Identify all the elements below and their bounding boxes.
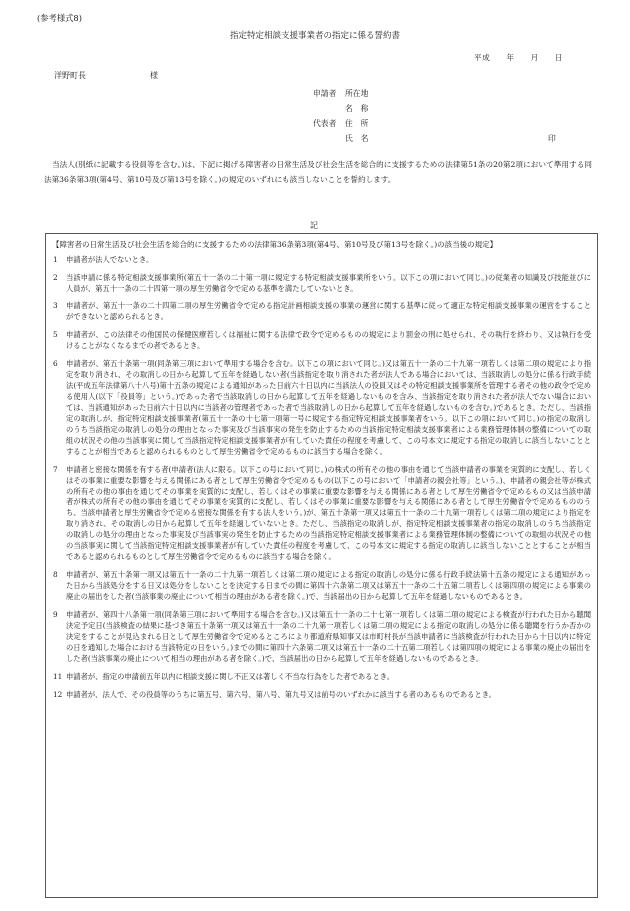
item-number: 7 — [53, 464, 58, 474]
item-number: 12 — [53, 689, 63, 699]
item-number: 3 — [53, 301, 58, 311]
item-number: 11 — [53, 671, 63, 681]
item-number: 2 — [53, 272, 58, 282]
list-item — [52, 465, 591, 563]
item-text: 申請者が、法人で、その役員等のうちに第五号、第六号、第八号、第九号又は前号のいずれかに該当する者のあるものであるとき。 — [66, 689, 497, 699]
provisions-heading: 【障害者の日常生活及び社会生活を総合的に支援するための法律第36条第3項(第4号、第10号及び第13号を除く。)の該当後の規定】 — [52, 240, 498, 249]
addressee: 洋野町長 様 — [54, 71, 158, 80]
document-title: 指定特定相談支援事業者の指定に係る誓約書 — [229, 31, 400, 41]
list-item — [52, 610, 591, 665]
ki-heading: 記 — [310, 221, 318, 230]
item-text: 申請者が、指定の申請前五年以内に相談支援に関し不正又は著しく不当な行為をした者であるとき。 — [66, 671, 395, 681]
date-line: 平成 年 月 日 — [474, 53, 564, 62]
list-item — [52, 330, 591, 352]
item-number: 5 — [53, 330, 58, 340]
item-text: 申請者が、第五十条第一項(同条第三項において準用する場合を含む。以下この項において同じ。)又は第五十一条の二十九第一項若しくは第二項の規定により指定を取り消され、その取消しの日から起算して五年を経過しない者(当該指定を取り消された者が法人である場合においては、当該取消しの処分に係る行政手続法(平成五年法律第八十八号)第十五条の規定による通知があった日前六十日以内に当該法人の役員又はその特定相談支援事業所を管理する者その他の政令で定める使用人(以下「役員等」という。)であった者で当該取消しの日から起算して五年を経過しないものを含み、当該指定を取り消された者が法人でない場合においては、当該通知があった日前六十日以内に当該者の管理者であった者で当該取消しの日から起算して五年を経過しないものを含む。)であるとき。ただし、当該指定の取消しが、指定特定相談支援事業者(第五十一条の十七第一項第一号に規定する指定特定相談支援事業者をいう。以下この項において同じ。)の指定の取消しのうち当該指定の取消しの処分の理由となった事実及び当該事実の発生を防止するための当該指定特定相談支援事業者による業務管理体制の整備についての取組の状況その他の当該事実に関して当該指定特定相談支援事業者が有していた責任の程度を考慮して、この号本文に規定する指定の取消しに該当しないこととすることが相当であると認められるものとして厚生労働省令で定めるものに該当する場合を除く。 — [66, 359, 591, 456]
list-item — [52, 672, 591, 683]
list-item — [52, 690, 591, 701]
item-number: 8 — [53, 570, 58, 580]
list-item — [52, 359, 591, 457]
seal-mark: 印 — [548, 134, 556, 143]
item-number: 6 — [53, 359, 58, 369]
reference-form-label: (参考様式8) — [37, 13, 82, 23]
list-item — [52, 570, 591, 603]
item-text: 申請者が、第五十一条の二十四第二項の厚生労働省令で定める指定計画相談支援の事業の運営に関する基準に従って適正な特定相談支援事業の運営をすることができないと認められるとき。 — [66, 301, 591, 322]
rep-address-label: 住 所 — [345, 119, 369, 128]
list-item — [52, 273, 591, 295]
provisions-box — [45, 233, 598, 898]
item-text: 申請者が、第四十八条第一項(同条第三項において準用する場合を含む。)又は第五十一条の二十七第一項若しくは第二項の規定による検査が行われた日から聴聞決定予定日(当該検査の結果に基づき第五十条第一項又は第五十一条の二十九第一項若しくは第二項の規定による指定の取消しの処分に係る聴聞を行うか否かの決定をすることが見込まれる日として厚生労働省令で定めるところにより都道府県知事又は市町村長が当該申請者に当該検査が行われた日から十日以内に特定の日を通知した場合における当該特定の日をいう。)までの間に第四十六条第二項又は第五十一条の二十五第二項若しくは第四項の規定による事業の廃止の届出をした者(当該事業の廃止について相当の理由がある者を除く。)で、当該届出の日から起算して五年を経過しないものであるとき。 — [66, 609, 591, 663]
rep-name-label: 氏 名 — [345, 134, 369, 143]
representative-label: 代表者 — [313, 119, 337, 128]
name-label: 名 称 — [345, 104, 369, 113]
list-item — [52, 255, 591, 266]
item-text: 申請者が、この法律その他国民の保健医療若しくは福祉に関する法律で政令で定めるものの規定により罰金の刑に処せられ、その執行を終わり、又は執行を受けることがなくなるまでの者であるとき。 — [66, 330, 591, 351]
item-number: 1 — [53, 254, 58, 264]
provisions-list — [52, 255, 591, 701]
item-text: 当該申請に係る特定相談支援事業所(第五十一条の二十第一項に規定する特定相談支援事業所をいう。以下この項において同じ。)の従業者の知識及び技能並びに人員が、第五十一条の二十四第一項の厚生労働省令で定める基準を満たしていないとき。 — [66, 272, 591, 293]
item-text: 申請者が法人でないとき。 — [66, 254, 154, 264]
pledge-paragraph: 当法人(別紙に記載する役員等を含む。)は、下記に掲げる障害者の日常生活及び社会生活を総合的に支援するための法律第51条の20第2項において準用する同法第36条第3項(第4号、第10号及び第13号を除く。)の規定のいずれにも該当しないことを誓約します。 — [44, 160, 592, 184]
list-item — [52, 301, 591, 323]
item-text: 申請者と密接な関係を有する者(申請者(法人に限る。以下この号において同じ。)の株式の所有その他の事由を通じて当該申請者の事業を実質的に支配し、若しくはその事業に重要な影響を与える関係にある者として厚生労働省令で定めるもの(以下この号において「申請者の親会社等」という。)、申請者の親会社等が株式の所有その他の事由を通じてその事業を実質的に支配し、若しくはその事業に重要な影響を与える関係にある者として厚生労働省令で定めるもの又は当該申請者が株式の所有その他の事由を通じてその事業を実質的に支配し、若しくはその事業に重要な影響を与える関係にある者として厚生労働省令で定めるもののうち、当該申請者と厚生労働省令で定める密接な関係を有する法人をいう。)が、第五十条第一項又は第五十一条の二十九第一項若しくは第二項の規定により指定を取り消され、その取消しの日から起算して五年を経過していないとき。ただし、当該指定の取消しが、指定特定相談支援事業者の指定の取消しのうち当該指定の取消しの処分の理由となった事実及び当該事実の発生を防止するための当該指定特定相談支援事業者による業務管理体制の整備についての取組の状況その他の当該事実に関して当該指定特定相談支援事業者が有していた責任の程度を考慮して、この号本文に規定する指定の取消しに該当しないこととすることが相当であると認められるものとして厚生労働省令で定めるものに該当する場合を除く。 — [66, 464, 591, 562]
item-number: 9 — [53, 609, 58, 619]
applicant-label: 申請者 — [313, 89, 337, 98]
address-label: 所在地 — [345, 89, 369, 98]
item-text: 申請者が、第五十条第一項又は第五十一条の二十九第一項若しくは第二項の規定による指定の取消しの処分に係る行政手続法第十五条の規定による通知があった日から当該処分をする日又は処分をしないことを決定する日までの間に第四十六条第二項又は第五十一条の二十五第二項若しくは第四項の規定による事業の廃止の届出をした者(当該事業の廃止について相当の理由がある者を除く。)で、当該届出の日から起算して五年を経過しないものであるとき。 — [66, 570, 591, 601]
